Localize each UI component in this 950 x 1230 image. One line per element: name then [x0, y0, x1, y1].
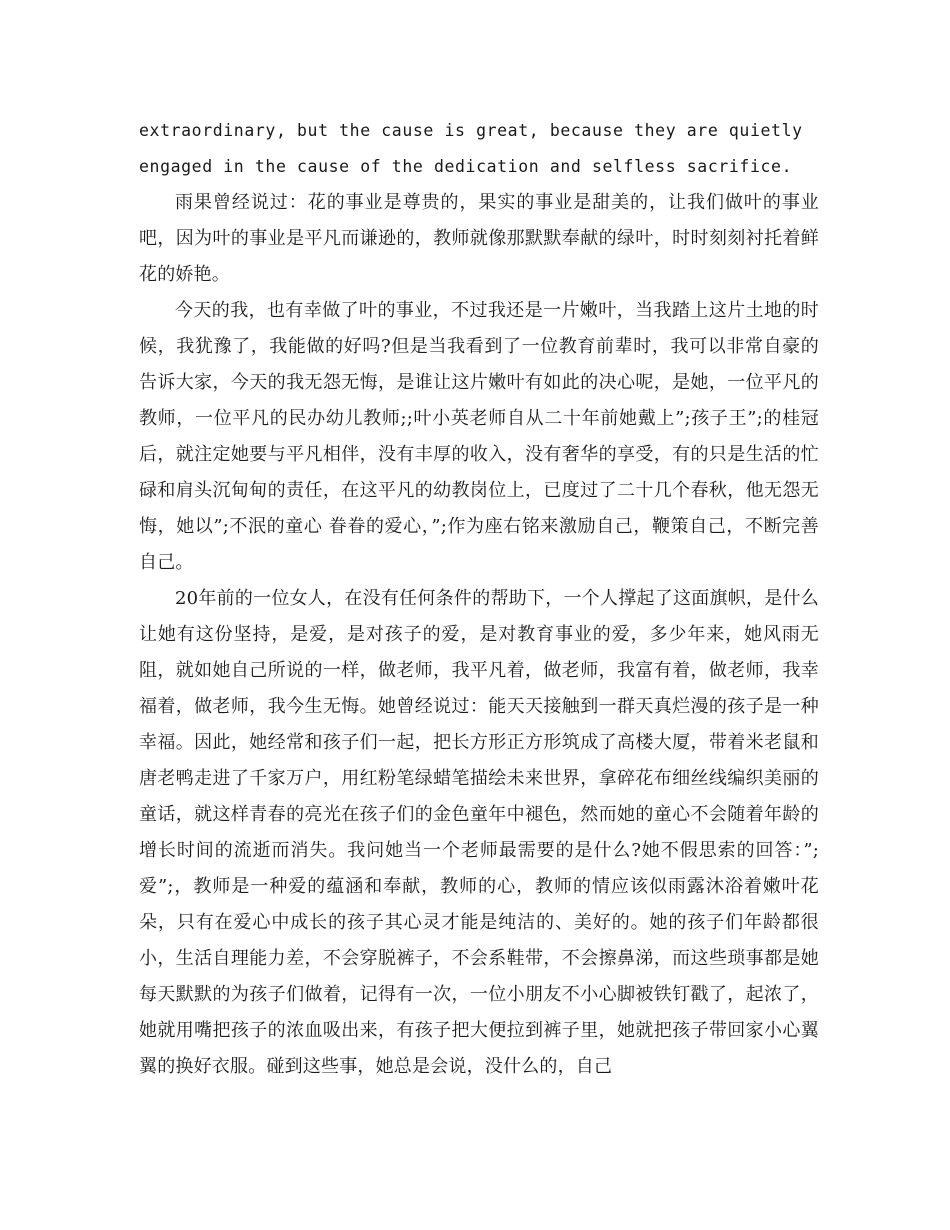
paragraph-young-leaf: 今天的我，也有幸做了叶的事业，不过我还是一片嫩叶，当我踏上这片土地的时候，我犹豫了，我能做的好吗?但是当我看到了一位教育前辈时，我可以非常自豪的告诉大家，今天的我无怨无悔，是谁让这片嫩叶有如此的决心呢，是她，一位平凡的教师，一位平凡的民办幼儿教师;;叶小英老师自从二十年前她戴上”;孩子王”;的桂冠后，就注定她要与平凡相伴，没有丰厚的收入，没有奢华的享受，有的只是生活的忙碌和肩头沉甸甸的责任，在这平凡的幼教岗位上，已度过了二十几个春秋，他无怨无悔，她以”;不泯的童心 眷眷的爱心，”;作为座右铭来激励自己，鞭策自己，不断完善自己。	[139, 300, 819, 573]
paragraph-english-continuation: extraordinary, but the cause is great, because they are quietly engaged in the cause of the dedication and selfless sacrifice.	[139, 121, 803, 176]
body-text	[139, 113, 819, 1085]
paragraph-twenty-years: 20年前的一位女人，在没有任何条件的帮助下，一个人撑起了这面旗帜，是什么让她有这份坚持，是爱，是对孩子的爱，是对教育事业的爱，多少年来，她风雨无阻，就如她自己所说的一样，做老师，我平凡着，做老师，我富有着，做老师，我幸福着，做老师，我今生无悔。她曾经说过：能天天接触到一群天真烂漫的孩子是一种幸福。因此，她经常和孩子们一起，把长方形正方形筑成了高楼大厦，带着米老鼠和唐老鸭走进了千家万户，用红粉笔绿蜡笔描绘未来世界，拿碎花布细丝线编织美丽的童话，就这样青春的亮光在孩子们的金色童年中褪色，然而她的童心不会随着年龄的增长时间的流逝而消失。我问她当一个老师最需要的是什么?她不假思索的回答：”;爱”;，教师是一种爱的蕴涵和奉献，教师的心，教师的情应该似雨露沐浴着嫩叶花朵，只有在爱心中成长的孩子其心灵才能是纯洁的、美好的。她的孩子们年龄都很小，生活自理能力差，不会穿脱裤子，不会系鞋带，不会擦鼻涕，而这些琐事都是她每天默默的为孩子们做着，记得有一次，一位小朋友不小心脚被铁钉戳了，起浓了，她就用嘴把孩子的浓血吸出来，有孩子把大便拉到裤子里，她就把孩子带回家小心翼翼的换好衣服。碰到这些事，她总是会说，没什么的，自己	[139, 588, 819, 1077]
paragraph-hugo-quote: 雨果曾经说过：花的事业是尊贵的，果实的事业是甜美的，让我们做叶的事业吧，因为叶的事业是平凡而谦逊的，教师就像那默默奉献的绿叶，时时刻刻衬托着鲜花的娇艳。	[139, 192, 819, 285]
